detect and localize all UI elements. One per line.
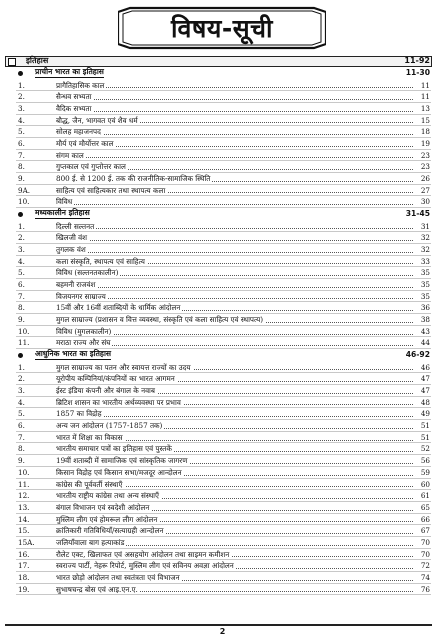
entry-page: 15 (420, 115, 430, 125)
entry-page: 36 (420, 303, 430, 313)
entry-page: 23 (420, 150, 430, 160)
entry-page: 59 (420, 467, 430, 477)
entry-title: अन्य जन आंदोलन (1757-1857 तक) (56, 421, 163, 431)
toc-entry (0, 244, 445, 256)
entry-title: दिल्ली सल्तनत (56, 221, 95, 231)
entry-title: 1857 का विद्रोह (56, 409, 102, 419)
bullet-icon (18, 353, 23, 358)
entry-number: 2. (18, 374, 25, 384)
toc-entry (0, 138, 445, 150)
entry-page: 52 (420, 444, 430, 454)
entry-number: 14. (18, 514, 30, 524)
bullet-icon (18, 212, 23, 217)
toc-entry (0, 337, 445, 349)
entry-page: 74 (420, 573, 430, 582)
entry-number: 16. (18, 549, 30, 559)
entry-title: 800 ई. से 1200 ई. तक की राजनीतिक-सामाजिक स्थिति (56, 174, 211, 183)
entry-page: 18 (420, 127, 430, 137)
entry-title: विविध (56, 197, 73, 207)
entry-number: 9. (18, 174, 25, 183)
toc-entry (0, 432, 445, 444)
entry-title: तुगलक वंश (56, 244, 86, 254)
toc-entry (0, 584, 445, 596)
toc-entry (0, 479, 445, 491)
entry-title: वैदिक सभ्यता (56, 103, 92, 113)
entry-number: 1. (18, 80, 25, 90)
toc-entry (0, 385, 445, 397)
toc-entry (0, 291, 445, 303)
entry-page: 43 (420, 326, 430, 336)
entry-page: 32 (420, 244, 430, 254)
entry-number: 8. (18, 162, 25, 172)
entry-page: 32 (420, 233, 430, 243)
entry-title: संगम काल (56, 150, 84, 160)
entry-page: 56 (420, 456, 430, 466)
entry-number: 11. (18, 479, 30, 489)
entry-title: यूरोपीय कम्पिनियां/कंपनियों का भारत आगमन (56, 374, 175, 384)
entry-number: 13. (18, 502, 30, 512)
entry-number: 7. (18, 150, 25, 160)
entry-title: विविध (मुगलकालीन) (56, 326, 112, 336)
entry-title: किसान विद्रोह एवं किसान सभा/मजदूर आन्दोलन (56, 467, 182, 477)
section-heading (0, 67, 445, 80)
entry-title: कांग्रेस की पूर्ववर्ती संस्थाएँ (56, 479, 123, 489)
entry-title: भारतीय राष्ट्रीय कांग्रेस तथा अन्य संस्थाएँ (56, 491, 159, 501)
bullet-icon (18, 71, 23, 76)
entry-title: ब्रिटिश शासन का भारतीय अर्थव्यवस्था पर प्रभाव (56, 397, 181, 407)
entry-title: जलियाँवाला बाग हत्याकांड (56, 537, 125, 547)
section-page-range: 11-30 (405, 68, 430, 77)
entry-number: 8. (18, 303, 25, 313)
toc-entry (0, 362, 445, 374)
entry-page: 67 (420, 526, 430, 536)
entry-page: 33 (420, 256, 430, 266)
toc-entry (0, 326, 445, 338)
entry-number: 18. (18, 573, 30, 582)
entry-page: 66 (420, 514, 430, 524)
entry-title: सोलह महाजनपद (56, 127, 101, 137)
toc-entry (0, 572, 445, 584)
entry-number: 17. (18, 561, 30, 571)
entry-number: 3. (18, 103, 25, 113)
entry-number: 4. (18, 115, 25, 125)
entry-number: 12. (18, 491, 30, 501)
toc-entry (0, 221, 445, 233)
entry-page: 11 (420, 80, 430, 90)
entry-title: 15वीं और 16वीं शताब्दियों के धार्मिक आंदोलन (56, 303, 181, 313)
entry-number: 19. (18, 584, 30, 594)
entry-page: 70 (420, 537, 430, 547)
toc-entry (0, 267, 445, 279)
entry-page: 51 (420, 421, 430, 431)
toc-entry (0, 185, 445, 197)
entry-page: 46 (420, 362, 430, 372)
entry-number: 5. (18, 409, 25, 419)
toc-entry (0, 408, 445, 420)
toc-entry (0, 256, 445, 268)
toc-entry (0, 302, 445, 314)
toc-entry (0, 455, 445, 467)
toc-entry (0, 443, 445, 455)
entry-title: 19वीं शताब्दी में सामाजिक एवं सांस्कृतिक जागरण (56, 456, 188, 466)
footer-divider (5, 624, 432, 626)
entry-page: 19 (420, 138, 430, 148)
entry-number: 4. (18, 397, 25, 407)
entry-title: कला संस्कृति, स्थापत्य एवं साहित्य (56, 256, 145, 266)
entry-page: 47 (420, 386, 430, 395)
toc-entry (0, 397, 445, 409)
entry-page: 51 (420, 432, 430, 442)
entry-number: 2. (18, 233, 25, 243)
toc-entry (0, 126, 445, 138)
entry-number: 9. (18, 456, 25, 466)
section-title: आधुनिक भारत का इतिहास (35, 349, 112, 359)
toc-entry (0, 514, 445, 526)
entry-page: 35 (420, 268, 430, 278)
entry-title: विविध (सल्तनतकालीन) (56, 268, 119, 278)
entry-number: 9A. (18, 185, 31, 195)
entry-number: 15A. (18, 537, 35, 547)
entry-number: 1. (18, 221, 25, 231)
entry-title: रौलेट एक्ट, खिलाफत एवं असहयोग आंदोलन तथा साइमन कमीशन (56, 549, 230, 559)
section-title: प्राचीन भारत का इतिहास (35, 67, 104, 76)
toc-entry (0, 420, 445, 432)
toc-entry (0, 161, 445, 173)
entry-page: 60 (420, 479, 430, 489)
entry-page: 44 (420, 338, 430, 348)
entry-title: साहित्य एवं साहित्यकार तथा स्थापत्य कला (56, 185, 166, 195)
toc-entry (0, 525, 445, 537)
entry-number: 3. (18, 244, 25, 254)
unit-heading-box (5, 56, 432, 67)
entry-page: 23 (420, 162, 430, 172)
section-page-range: 46-92 (405, 350, 430, 360)
page-title: विषय-सूची (171, 14, 273, 43)
title-banner (118, 6, 326, 50)
entry-page: 38 (420, 315, 430, 325)
entry-number: 6. (18, 138, 25, 148)
unit-heading (0, 54, 445, 67)
entry-number: 8. (18, 444, 25, 454)
entry-number: 11. (18, 338, 30, 348)
entry-title: ईस्ट इंडिया कंपनी और बंगाल के नवाब (56, 386, 156, 395)
toc-entry (0, 490, 445, 502)
entry-title: भारतीय समाचार पत्रों का इतिहास एवं पुस्तकें (56, 444, 172, 454)
toc-entry (0, 373, 445, 385)
entry-title: क्रांतिकारी गतिविधियाँ/सत्याग्रही आन्दोलन (56, 526, 164, 536)
entry-page: 47 (420, 374, 430, 384)
entry-number: 10. (18, 326, 30, 336)
entry-page: 30 (420, 197, 430, 207)
checkbox-icon (8, 58, 16, 66)
table-of-contents (0, 54, 445, 595)
entry-title: प्रागैतिहासिक काल (56, 80, 105, 90)
entry-title: सुभाषचन्द्र बोस एवं आइ.एन.ए. (56, 584, 138, 594)
entry-title: मुगल साम्राज्य (प्रशासन व वित्त व्यवस्था, संस्कृति एवं कला साहित्य एवं स्थापत्य) (56, 315, 264, 325)
entry-number: 2. (18, 92, 25, 102)
entry-page: 48 (420, 397, 430, 407)
toc-entry (0, 502, 445, 514)
unit-page-range: 11-92 (404, 56, 430, 65)
toc-entry (0, 560, 445, 572)
toc-entry (0, 314, 445, 326)
entry-title: मराठा राज्य और संघ (56, 338, 111, 348)
entry-number: 5. (18, 268, 25, 278)
toc-entry (0, 549, 445, 561)
unit-title: इतिहास (26, 56, 49, 65)
entry-page: 61 (420, 491, 430, 501)
entry-page: 49 (420, 409, 430, 419)
entry-page: 72 (420, 561, 430, 571)
entry-number: 9. (18, 315, 25, 325)
entry-number: 5. (18, 127, 25, 137)
entry-number: 1. (18, 362, 25, 372)
entry-title: बौद्ध, जैन, भागवत एवं शैव धर्म (56, 115, 138, 125)
entry-title: बंगाल विभाजन एवं स्वदेशी आंदोलन (56, 502, 150, 512)
entry-title: मौर्य एवं मौर्योत्तर काल (56, 138, 114, 148)
toc-entry (0, 537, 445, 549)
toc-entry (0, 196, 445, 208)
entry-page: 11 (420, 92, 430, 102)
entry-title: स्वराज्य पार्टी, नेहरू रिपोर्ट, मुस्लिम लीग एवं सविनय अवज्ञा आंदोलन (56, 561, 234, 571)
section-page-range: 31-45 (405, 209, 430, 219)
toc-entry (0, 115, 445, 127)
entry-title: खिलजी वंश (56, 233, 87, 243)
entry-number: 7. (18, 291, 25, 301)
entry-page: 35 (420, 291, 430, 301)
entry-page: 70 (420, 549, 430, 559)
entry-page: 27 (420, 185, 430, 195)
entry-title: मुगल साम्राज्य का पतन और स्वायत्त राज्यों का उदय (56, 362, 191, 372)
entry-page: 26 (420, 174, 430, 183)
toc-entry (0, 173, 445, 185)
footer-page-number: 2 (219, 627, 226, 636)
section-heading (0, 349, 445, 362)
entry-page: 31 (420, 221, 430, 231)
entry-number: 10. (18, 467, 30, 477)
toc-entry (0, 467, 445, 479)
entry-title: सैन्धव सभ्यता (56, 92, 92, 102)
section-title: मध्यकालीन इतिहास (35, 208, 90, 218)
entry-title: विजयनगर साम्राज्य (56, 291, 106, 301)
entry-page: 13 (420, 103, 430, 113)
entry-title: बहमनी राजवंश (56, 280, 96, 289)
entry-title: भारत छोड़ो आंदोलन तथा स्वतंत्रता एवं विभाजन (56, 573, 180, 582)
section-heading (0, 208, 445, 221)
entry-title: गुप्तकाल एवं गुप्तोत्तर काल (56, 162, 126, 172)
row-divider (16, 594, 431, 595)
toc-entry (0, 91, 445, 103)
entry-page: 76 (420, 584, 430, 594)
toc-entry (0, 232, 445, 244)
toc-entry (0, 279, 445, 291)
entry-number: 4. (18, 256, 25, 266)
toc-entry (0, 150, 445, 162)
entry-number: 6. (18, 280, 25, 289)
entry-title: मुस्लिम लीग एवं होमरूल लीग आंदोलन (56, 514, 158, 524)
toc-entry (0, 80, 445, 92)
entry-number: 15. (18, 526, 30, 536)
entry-page: 35 (420, 280, 430, 289)
toc-entry (0, 103, 445, 115)
entry-number: 10. (18, 197, 30, 207)
entry-number: 3. (18, 386, 25, 395)
entry-page: 65 (420, 502, 430, 512)
entry-title: भारत में शिक्षा का विकास (56, 432, 123, 442)
entry-number: 7. (18, 432, 25, 442)
entry-number: 6. (18, 421, 25, 431)
